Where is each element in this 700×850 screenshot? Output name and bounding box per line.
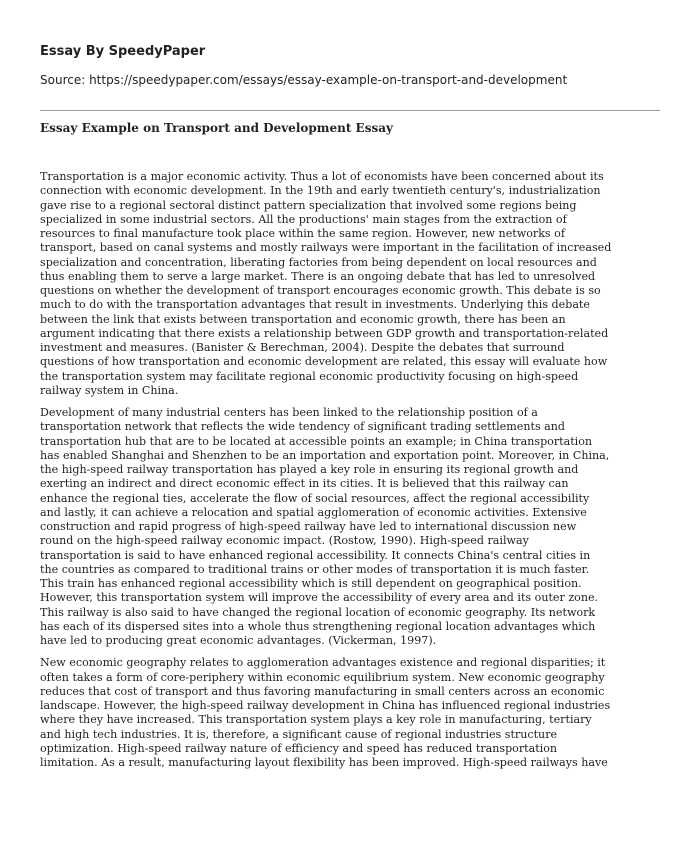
site-title: Essay By SpeedyPaper bbox=[40, 44, 206, 59]
essay-paragraph: New economic geography relates to agglomeration advantages existence and regional disparities; it often takes a form of core-periphery within economic equilibrium system. New economic geography reduces that cost of transport and thus favoring manufacturing in small centers across an economic landscape. However, the high-speed railway development in China has influenced regional industries where they have increased. This transportation system plays a key role in manufacturing, tertiary and high tech industries. It is, therefore, a significant cause of regional industries structure optimization. High-speed railway nature of efficiency and speed has reduced transportation limitation. As a result, manufacturing layout flexibility has been improved. High-speed railways have bbox=[40, 656, 611, 769]
header-divider bbox=[40, 110, 660, 111]
essay-paragraph: Development of many industrial centers has been linked to the relationship position of a transportation network that reflects the wide tendency of significant trading settlements and transportation hub that are to be located at accessible points an example; in China transportation has enabled Shanghai and Shenzhen to be an importation and exportation point. Moreover, in China, the high-speed railway transportation has played a key role in ensuring its regional growth and exerting an indirect and direct economic effect in its cities. It is believed that this railway can enhance the regional ties, accelerate the flow of social resources, affect the regional accessibility and lastly, it can achieve a relocation and spatial agglomeration of economic activities. Extensive construction and rapid progress of high-speed railway have led to international discussion new round on the high-speed railway economic impact. (Rostow, 1990). High-speed railway transportation is said to have enhanced regional accessibility. It connects China's central cities in the countries as compared to traditional trains or other modes of transportation it is much faster. This train has enhanced regional accessibility which is still dependent on geographical position. However, this transportation system will improve the accessibility of every area and its outer zone. This railway is also said to have changed the regional location of economic geography. Its network has each of its dispersed sites into a whole thus strengthening regional location advantages which have led to producing great economic advantages. (Vickerman, 1997). bbox=[40, 406, 610, 647]
essay-body bbox=[40, 170, 660, 778]
source-line: Source: https://speedypaper.com/essays/essay-example-on-transport-and-development bbox=[40, 73, 568, 87]
essay-paragraph: Transportation is a major economic activity. Thus a lot of economists have been concerned about its connection with economic development. In the 19th and early twentieth century's, industrialization gave rise to a regional sectoral distinct pattern specialization that involved some regions being specialized in some industrial sectors. All the productions' main stages from the extraction of resources to final manufacture took place within the same region. However, new networks of transport, based on canal systems and mostly railways were important in the facilitation of increased specialization and concentration, liberating factories from being dependent on local resources and thus enabling them to serve a large market. There is an ongoing debate that has led to unresolved questions on whether the development of transport encourages economic growth. This debate is so much to do with the transportation advantages that result in investments. Underlying this debate between the link that exists between transportation and economic growth, there has been an argument indicating that there exists a relationship between GDP growth and transportation-related investment and measures. (Banister & Berechman, 2004). Despite the debates that surround questions of how transportation and economic development are related, this essay will evaluate how the transportation system may facilitate regional economic productivity focusing on high-speed railway system in China. bbox=[40, 170, 612, 397]
essay-title: Essay Example on Transport and Development Essay bbox=[40, 121, 393, 135]
